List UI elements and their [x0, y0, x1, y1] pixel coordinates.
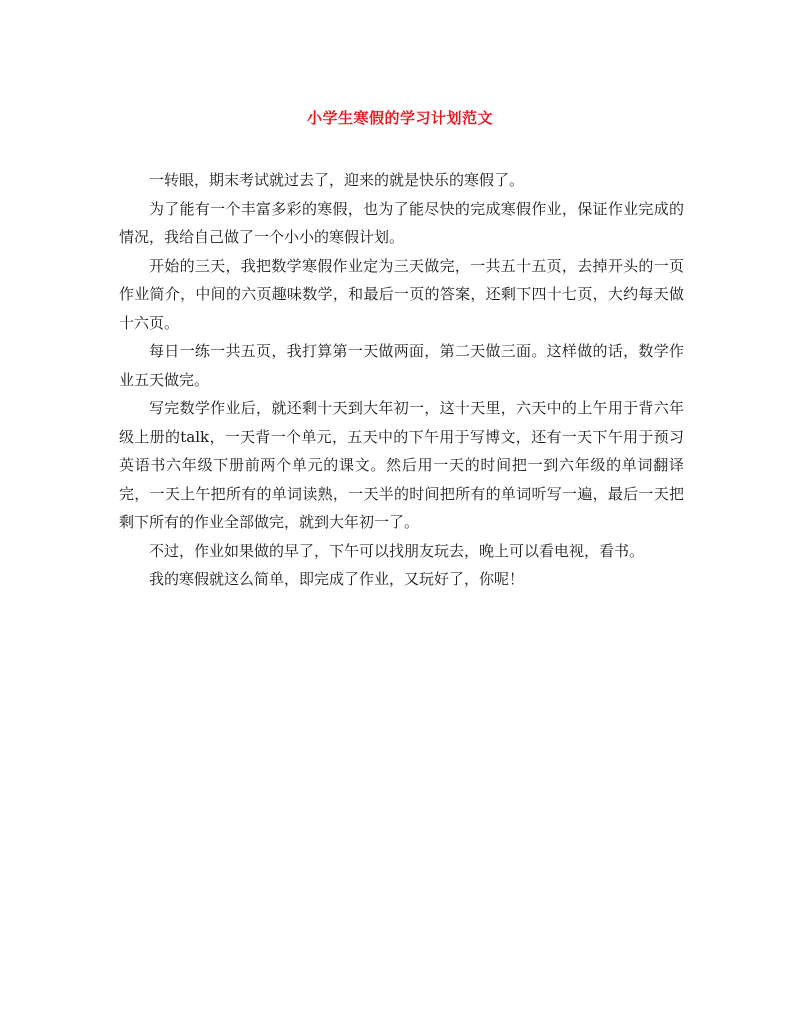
paragraph-2: 为了能有一个丰富多彩的寒假，也为了能尽快的完成寒假作业，保证作业完成的情况，我给自己做了一个小小的寒假计划。 [119, 199, 684, 246]
paragraph-1: 一转眼，期末考试就过去了，迎来的就是快乐的寒假了。 [149, 171, 525, 189]
paragraph-4: 每日一练一共五页，我打算第一天做两面，第二天做三面。这样做的话，数学作业五天做完。 [119, 342, 684, 389]
paragraph-6: 不过，作业如果做的早了，下午可以找朋友玩去，晚上可以看电视，看书。 [149, 541, 645, 560]
paragraph-3: 开始的三天，我把数学寒假作业定为三天做完，一共五十五页，去掉开头的一页作业简介，中间的六页趣味数学，和最后一页的答案，还剩下四十七页，大约每天做十六页。 [119, 256, 684, 332]
document-body [119, 166, 684, 594]
document-title: 小学生寒假的学习计划范文 [306, 109, 493, 127]
paragraph-5: 写完数学作业后，就还剩十天到大年初一，这十天里，六天中的上午用于背六年级上册的talk，一天背一个单元，五天中的下午用于写博文，还有一天下午用于预习英语书六年级下册前两个单元的课文。然后用一天的时间把一到六年级的单词翻译完，一天上午把所有的单词读熟，一天半的时间把所有的单词听写一遍，最后一天把剩下所有的作业全部做完，就到大年初一了。 [119, 399, 684, 531]
paragraph-7: 我的寒假就这么简单，即完成了作业，又玩好了，你呢！ [149, 570, 525, 588]
